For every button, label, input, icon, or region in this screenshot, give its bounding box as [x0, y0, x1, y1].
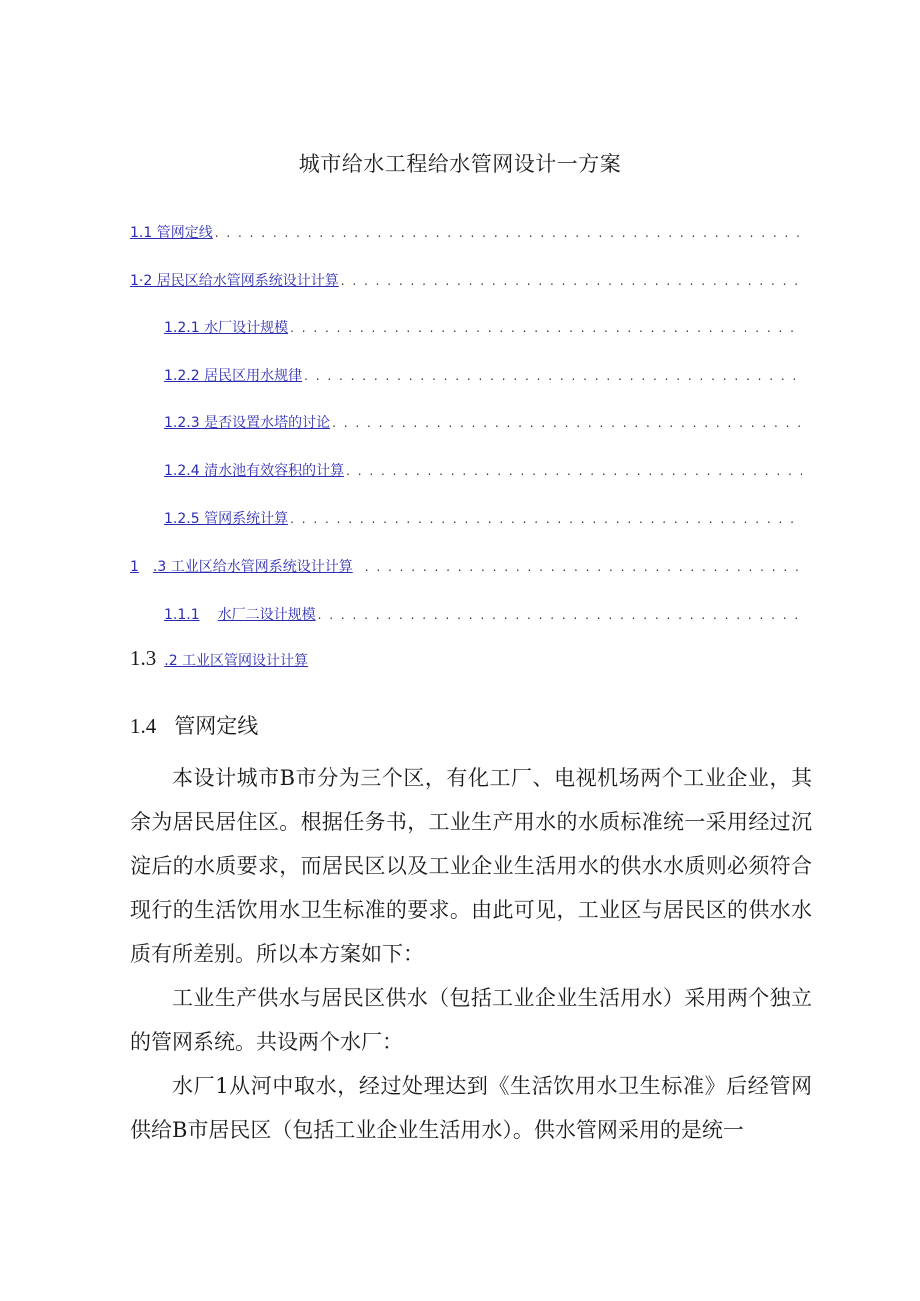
toc-entry[interactable]: [130, 556, 802, 576]
toc-leader-dots: [215, 226, 802, 240]
toc-leader-dots: [290, 321, 802, 335]
toc-leader-dots: [346, 464, 802, 478]
paragraph: 本设计城市B市分为三个区，有化工厂、电视机场两个工业企业，其余为居民居住区。根据任务书，工业生产用水的水质标准统一采用经过沉淀后的水质要求，而居民区以及工业企业生活用水的供水水质则必须符合现行的生活饮用水卫生标准的要求。由此可见，工业区与居民区的供水水质有所差别。所以本方案如下：: [130, 766, 812, 966]
toc-entry[interactable]: [164, 508, 802, 528]
toc-leader-dots: [304, 369, 802, 383]
toc-link-number[interactable]: 1.1.1: [164, 607, 200, 623]
toc-entry[interactable]: [164, 604, 802, 624]
toc-link-number[interactable]: 1: [130, 559, 139, 575]
toc-link[interactable]: 1·2 居民区给水管网系统设计计算: [130, 273, 339, 289]
section-heading: [130, 710, 258, 740]
toc-entry[interactable]: [164, 365, 802, 385]
toc-link[interactable]: 1.1 管网定线: [130, 225, 213, 241]
toc-link[interactable]: 1.2.2 居民区用水规律: [164, 368, 303, 384]
toc-entry[interactable]: [164, 460, 802, 480]
toc-leader-dots: [290, 512, 802, 526]
toc-entry[interactable]: [164, 317, 802, 337]
paragraph: 工业生产供水与居民区供水（包括工业企业生活用水）采用两个独立的管网系统。共设两个水厂：: [130, 986, 812, 1054]
toc-link[interactable]: 1.2.1 水厂设计规模: [164, 320, 289, 336]
document-title: 城市给水工程给水管网设计一方案: [298, 152, 622, 176]
toc-entry[interactable]: [130, 222, 802, 242]
body-text: [130, 756, 812, 1152]
toc-link[interactable]: 水厂二设计规模: [217, 607, 316, 623]
toc-entry-number: 1.3: [130, 646, 157, 670]
toc-entry[interactable]: [164, 412, 802, 432]
paragraph: 水厂1从河中取水，经过处理达到《生活饮用水卫生标准》后经管网供给B市居民区（包括工业企业生活用水）。供水管网采用的是统一: [130, 1074, 812, 1142]
toc-leader-dots: [365, 560, 802, 574]
section-number: 1.4: [130, 714, 157, 738]
toc-leader-dots: [341, 274, 802, 288]
toc-link[interactable]: .2 工业区管网设计计算: [164, 653, 309, 669]
section-title: 管网定线: [174, 714, 259, 738]
toc-link[interactable]: .3 工业区给水管网系统设计计算: [152, 559, 353, 575]
toc-leader-dots: [332, 416, 802, 430]
toc-link[interactable]: 1.2.4 清水池有效容积的计算: [164, 463, 345, 479]
toc-leader-dots: [318, 608, 802, 622]
toc-link[interactable]: 1.2.3 是否设置水塔的讨论: [164, 415, 331, 431]
toc-entry[interactable]: [130, 270, 802, 290]
toc-entry[interactable]: [130, 646, 802, 672]
toc-link[interactable]: 1.2.5 管网系统计算: [164, 511, 289, 527]
